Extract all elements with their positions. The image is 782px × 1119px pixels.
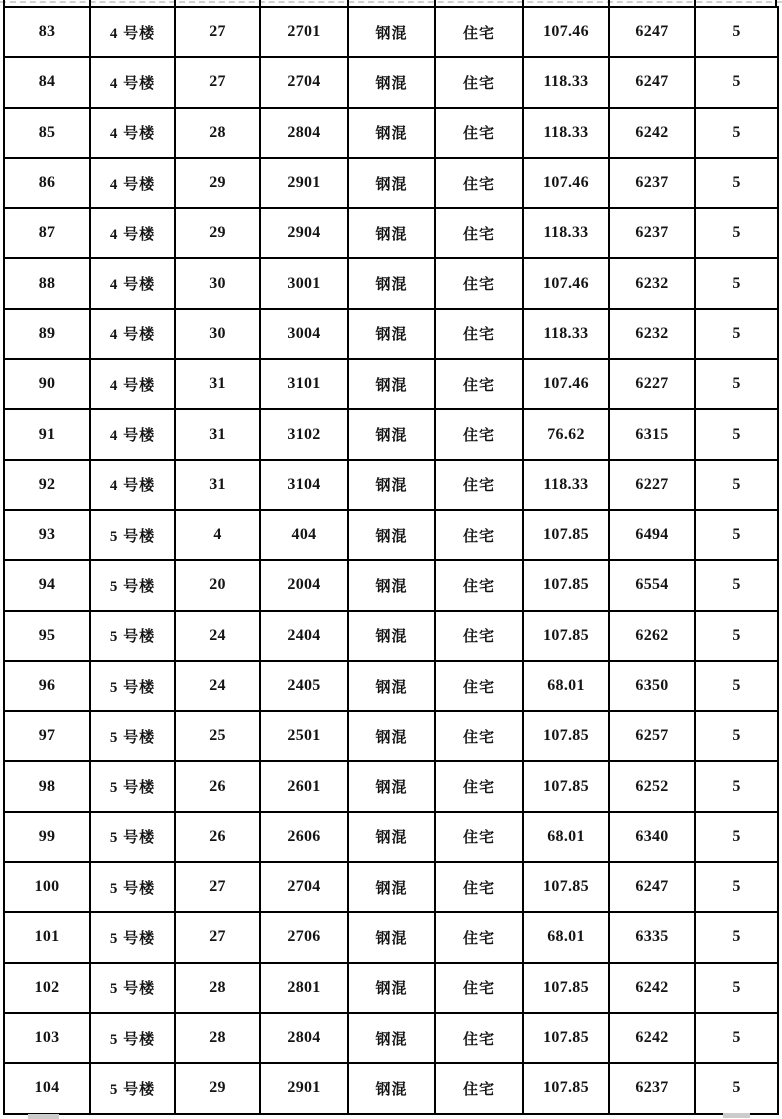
table-cell: 4 号楼 (90, 7, 175, 57)
table-cell: 31 (175, 409, 260, 459)
table-cell: 6227 (609, 460, 695, 510)
table-cell: 钢混 (348, 711, 435, 761)
table-cell: 107.46 (523, 158, 609, 208)
table-cell: 4 号楼 (90, 409, 175, 459)
table-cell: 4 号楼 (90, 460, 175, 510)
table-cell: 30 (175, 258, 260, 308)
table-cell: 钢混 (348, 812, 435, 862)
table-cell: 84 (4, 57, 90, 107)
table-cell: 5 (695, 812, 778, 862)
table-cell: 钢混 (348, 912, 435, 962)
table-row (4, 7, 778, 57)
table-cell: 5 (695, 761, 778, 811)
table-cell: 2804 (260, 108, 348, 158)
table-row (4, 158, 778, 208)
table-cell: 2901 (260, 1063, 348, 1113)
table-row (4, 258, 778, 308)
table-row (4, 460, 778, 510)
table-cell: 6262 (609, 611, 695, 661)
table-cell: 76.62 (523, 409, 609, 459)
table-cell: 住宅 (435, 510, 523, 560)
table-cell: 118.33 (523, 108, 609, 158)
table-cell: 6315 (609, 409, 695, 459)
table-cell: 103 (4, 1013, 90, 1063)
table-cell: 4 (175, 510, 260, 560)
table-cell: 住宅 (435, 7, 523, 57)
table-cell: 住宅 (435, 208, 523, 258)
table-cell: 5 号楼 (90, 912, 175, 962)
table-cell: 6335 (609, 912, 695, 962)
table-cell: 4 号楼 (90, 309, 175, 359)
table-cell: 4 号楼 (90, 258, 175, 308)
page-artifact-left (28, 1114, 59, 1119)
table-cell: 钢混 (348, 1063, 435, 1113)
table-cell: 27 (175, 57, 260, 107)
table-cell: 107.85 (523, 862, 609, 912)
table-cell: 107.85 (523, 761, 609, 811)
table-row (4, 359, 778, 409)
table-cell: 5 (695, 108, 778, 158)
table-cell: 87 (4, 208, 90, 258)
table-row (4, 862, 778, 912)
table-cell: 85 (4, 108, 90, 158)
table-cell: 404 (260, 510, 348, 560)
table-cell: 94 (4, 560, 90, 610)
table-cell: 5 (695, 460, 778, 510)
table-cell: 住宅 (435, 661, 523, 711)
table-cell: 107.85 (523, 711, 609, 761)
table-cell: 27 (175, 912, 260, 962)
table-cell: 住宅 (435, 108, 523, 158)
table-cell: 30 (175, 309, 260, 359)
table-cell: 68.01 (523, 912, 609, 962)
table-cell: 4 号楼 (90, 208, 175, 258)
table-row (4, 309, 778, 359)
table-cell: 住宅 (435, 862, 523, 912)
table-cell: 2801 (260, 963, 348, 1013)
table-cell: 27 (175, 862, 260, 912)
table-cell: 98 (4, 761, 90, 811)
table-cell: 2704 (260, 862, 348, 912)
table-cell: 86 (4, 158, 90, 208)
table-cell: 24 (175, 661, 260, 711)
table-cell: 29 (175, 208, 260, 258)
table-cell: 住宅 (435, 309, 523, 359)
table-cell: 住宅 (435, 963, 523, 1013)
table-cell: 住宅 (435, 560, 523, 610)
page-edge-dashes (0, 1, 782, 3)
table-cell: 钢混 (348, 460, 435, 510)
table-cell: 钢混 (348, 1013, 435, 1063)
table-cell: 住宅 (435, 409, 523, 459)
table-cell: 住宅 (435, 761, 523, 811)
table-cell: 5 号楼 (90, 711, 175, 761)
table-cell: 2904 (260, 208, 348, 258)
table-cell: 6242 (609, 108, 695, 158)
table-row (4, 711, 778, 761)
table-cell: 5 (695, 661, 778, 711)
table-cell: 31 (175, 460, 260, 510)
table-cell: 钢混 (348, 57, 435, 107)
table-cell: 101 (4, 912, 90, 962)
table-cell: 118.33 (523, 208, 609, 258)
table-cell: 5 (695, 158, 778, 208)
table-cell: 29 (175, 1063, 260, 1113)
table-cell: 118.33 (523, 57, 609, 107)
table-cell: 钢混 (348, 560, 435, 610)
table-cell: 90 (4, 359, 90, 409)
table-cell: 6232 (609, 309, 695, 359)
table-cell: 2704 (260, 57, 348, 107)
table-cell: 住宅 (435, 258, 523, 308)
table-cell: 5 号楼 (90, 560, 175, 610)
table-cell: 钢混 (348, 963, 435, 1013)
table-cell: 92 (4, 460, 90, 510)
table-cell: 107.46 (523, 359, 609, 409)
table-row (4, 611, 778, 661)
table-cell: 3004 (260, 309, 348, 359)
table-cell: 钢混 (348, 7, 435, 57)
table-cell: 5 号楼 (90, 812, 175, 862)
table-cell: 5 (695, 963, 778, 1013)
table-cell: 24 (175, 611, 260, 661)
table-cell: 钢混 (348, 258, 435, 308)
table-cell: 住宅 (435, 460, 523, 510)
table-cell: 95 (4, 611, 90, 661)
table-cell: 96 (4, 661, 90, 711)
table-cell: 91 (4, 409, 90, 459)
table-row (4, 560, 778, 610)
table-cell: 29 (175, 158, 260, 208)
table-cell: 2601 (260, 761, 348, 811)
table-cell: 3101 (260, 359, 348, 409)
table-cell: 68.01 (523, 661, 609, 711)
table-cell: 6237 (609, 208, 695, 258)
table-cell: 6237 (609, 1063, 695, 1113)
table-row (4, 912, 778, 962)
table-cell: 2404 (260, 611, 348, 661)
table-cell: 26 (175, 812, 260, 862)
table-cell: 5 (695, 409, 778, 459)
table-cell: 住宅 (435, 57, 523, 107)
table-cell: 83 (4, 7, 90, 57)
table-cell: 钢混 (348, 208, 435, 258)
table-cell: 5 (695, 359, 778, 409)
table-cell: 28 (175, 1013, 260, 1063)
table-cell: 5 (695, 611, 778, 661)
table-cell: 107.85 (523, 510, 609, 560)
table-cell: 102 (4, 963, 90, 1013)
table-cell: 5 号楼 (90, 1063, 175, 1113)
table-cell: 2004 (260, 560, 348, 610)
table-cell: 5 号楼 (90, 963, 175, 1013)
table-cell: 88 (4, 258, 90, 308)
table-cell: 钢混 (348, 108, 435, 158)
table-cell: 104 (4, 1063, 90, 1113)
table-cell: 6554 (609, 560, 695, 610)
table-cell: 5 号楼 (90, 611, 175, 661)
table-cell: 6232 (609, 258, 695, 308)
table-cell: 钢混 (348, 409, 435, 459)
table-cell: 5 号楼 (90, 661, 175, 711)
table-cell: 5 (695, 510, 778, 560)
table-cell: 2901 (260, 158, 348, 208)
table-cell: 25 (175, 711, 260, 761)
table-row (4, 208, 778, 258)
table-cell: 5 (695, 560, 778, 610)
table-cell: 5 号楼 (90, 1013, 175, 1063)
table-row (4, 1013, 778, 1063)
table-cell: 4 号楼 (90, 359, 175, 409)
table-cell: 3104 (260, 460, 348, 510)
table-cell: 6227 (609, 359, 695, 409)
table-cell: 住宅 (435, 912, 523, 962)
table-cell: 107.46 (523, 258, 609, 308)
table-row (4, 57, 778, 107)
table-cell: 3102 (260, 409, 348, 459)
table-cell: 6257 (609, 711, 695, 761)
table-cell: 26 (175, 761, 260, 811)
table-row (4, 661, 778, 711)
table-cell: 89 (4, 309, 90, 359)
table-cell: 5 号楼 (90, 862, 175, 912)
table-cell: 97 (4, 711, 90, 761)
table-cell: 钢混 (348, 510, 435, 560)
table-cell: 6242 (609, 963, 695, 1013)
table-cell: 5 (695, 208, 778, 258)
table-cell: 5 (695, 57, 778, 107)
table-cell: 28 (175, 963, 260, 1013)
table-cell: 3001 (260, 258, 348, 308)
table-row (4, 409, 778, 459)
table-cell: 5 号楼 (90, 510, 175, 560)
table-cell: 6247 (609, 57, 695, 107)
table-cell: 6242 (609, 1013, 695, 1063)
table-cell: 6494 (609, 510, 695, 560)
table-cell: 2701 (260, 7, 348, 57)
table-cell: 6252 (609, 761, 695, 811)
table-cell: 6350 (609, 661, 695, 711)
table-cell: 99 (4, 812, 90, 862)
table-row (4, 963, 778, 1013)
table-cell: 107.85 (523, 963, 609, 1013)
table-cell: 住宅 (435, 812, 523, 862)
table-cell: 27 (175, 7, 260, 57)
table-cell: 31 (175, 359, 260, 409)
table-cell: 5 号楼 (90, 761, 175, 811)
table-cell: 6247 (609, 862, 695, 912)
table-cell: 钢混 (348, 158, 435, 208)
table-cell: 5 (695, 309, 778, 359)
table-cell: 5 (695, 1063, 778, 1113)
table-row (4, 108, 778, 158)
table-cell: 4 号楼 (90, 158, 175, 208)
table-cell: 68.01 (523, 812, 609, 862)
table-cell: 5 (695, 258, 778, 308)
table-cell: 住宅 (435, 1063, 523, 1113)
table-cell: 20 (175, 560, 260, 610)
table-cell: 4 号楼 (90, 57, 175, 107)
table-cell: 钢混 (348, 359, 435, 409)
table-cell: 钢混 (348, 611, 435, 661)
table-cell: 118.33 (523, 460, 609, 510)
table-cell: 2606 (260, 812, 348, 862)
table-cell: 钢混 (348, 309, 435, 359)
table-cell: 28 (175, 108, 260, 158)
table-cell: 6340 (609, 812, 695, 862)
page-artifact-right (723, 1113, 750, 1118)
table-cell: 107.46 (523, 7, 609, 57)
table-cell: 5 (695, 7, 778, 57)
table-cell: 107.85 (523, 611, 609, 661)
table-cell: 107.85 (523, 1013, 609, 1063)
table-row (4, 812, 778, 862)
table-cell: 2405 (260, 661, 348, 711)
table-cell: 107.85 (523, 1063, 609, 1113)
table-cell: 5 (695, 862, 778, 912)
table-cell: 住宅 (435, 711, 523, 761)
table-cell: 6237 (609, 158, 695, 208)
table-cell: 6247 (609, 7, 695, 57)
table-cell: 5 (695, 912, 778, 962)
table-cell: 钢混 (348, 661, 435, 711)
table-cell: 住宅 (435, 158, 523, 208)
table-cell: 钢混 (348, 761, 435, 811)
table-body (4, 7, 778, 1114)
table-cell: 5 (695, 711, 778, 761)
table-row (4, 761, 778, 811)
table-cell: 107.85 (523, 560, 609, 610)
housing-price-table (3, 6, 779, 1115)
table-cell: 4 号楼 (90, 108, 175, 158)
table-cell: 住宅 (435, 359, 523, 409)
table-cell: 5 (695, 1013, 778, 1063)
table-cell: 93 (4, 510, 90, 560)
table-cell: 住宅 (435, 611, 523, 661)
table-cell: 2804 (260, 1013, 348, 1063)
table-cell: 100 (4, 862, 90, 912)
table-cell: 住宅 (435, 1013, 523, 1063)
table-cell: 2501 (260, 711, 348, 761)
table-row (4, 1063, 778, 1113)
table-cell: 118.33 (523, 309, 609, 359)
table-row (4, 510, 778, 560)
table-cell: 2706 (260, 912, 348, 962)
table-cell: 钢混 (348, 862, 435, 912)
